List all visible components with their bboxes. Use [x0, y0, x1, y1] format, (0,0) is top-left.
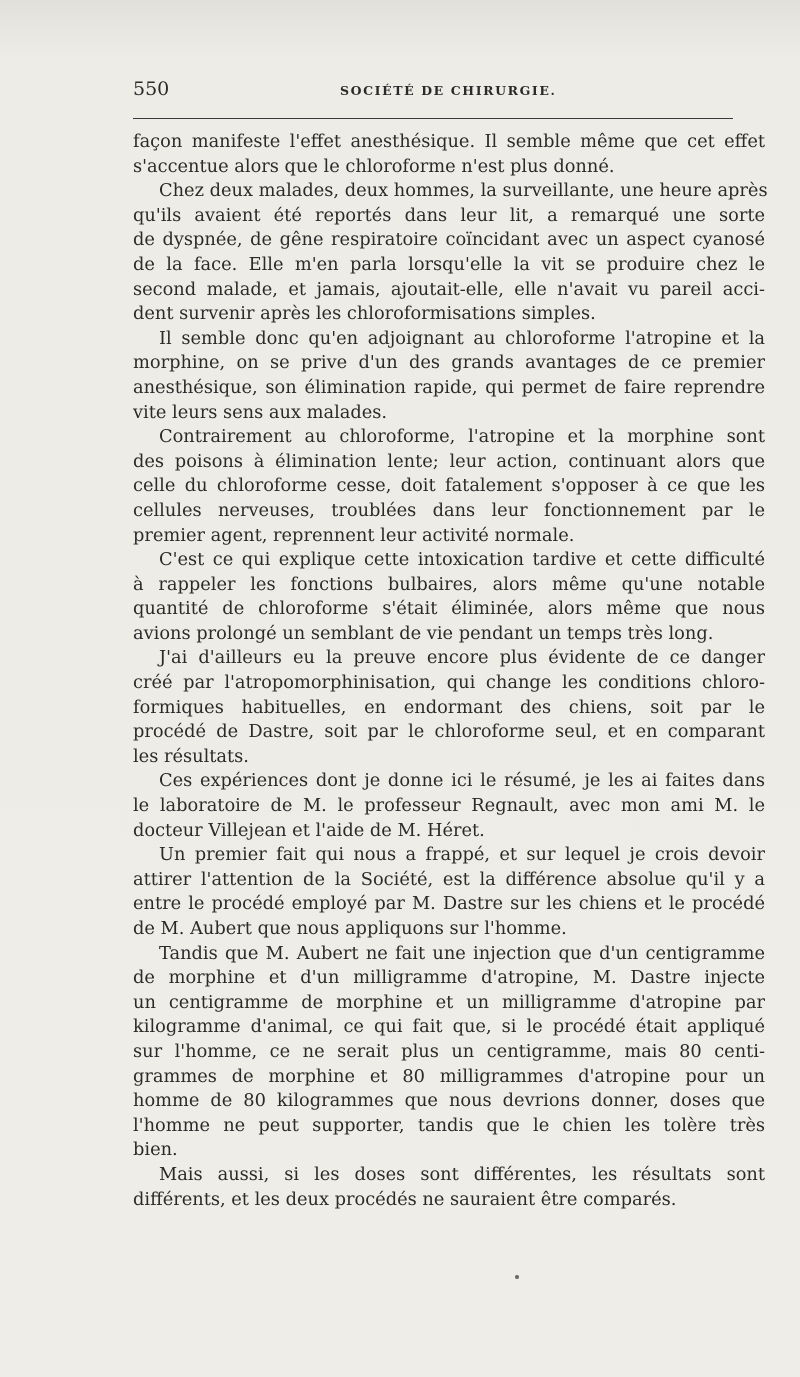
- text-line: dent survenir après les chloroformisations simples.: [133, 303, 596, 325]
- text-line: sur l'homme, ce ne serait plus un centigramme, mais 80 centi-: [133, 1040, 765, 1062]
- text-line: quantité de chloroforme s'était éliminée, alors même que nous: [133, 598, 765, 620]
- text-line: kilogramme d'animal, ce qui fait que, si le procédé était appliqué: [133, 1016, 765, 1038]
- header-rule: [133, 118, 733, 119]
- text-line: à rappeler les fonctions bulbaires, alors même qu'une notable: [133, 573, 765, 595]
- text-line: le laboratoire de M. le professeur Regnault, avec mon ami M. le: [133, 795, 765, 817]
- text-line: morphine, on se prive d'un des grands avantages de ce premier: [133, 352, 765, 374]
- text-line: formiques habituelles, en endormant des chiens, soit par le: [133, 696, 765, 718]
- text-line: s'accentue alors que le chloroforme n'est plus donné.: [133, 155, 615, 177]
- body-text: [133, 130, 768, 1212]
- text-line: Chez deux malades, deux hommes, la surveillante, une heure après: [159, 180, 768, 202]
- text-line: cellules nerveuses, troublées dans leur fonctionnement par le: [133, 499, 765, 521]
- text-line: Mais aussi, si les doses sont différentes, les résultats sont: [159, 1163, 765, 1185]
- text-line: premier agent, reprennent leur activité normale.: [133, 524, 575, 546]
- text-line: Tandis que M. Aubert ne fait une injection que d'un centigramme: [159, 942, 765, 964]
- text-line: Il semble donc qu'en adjoignant au chloroforme l'atropine et la: [159, 327, 765, 349]
- text-line: Ces expériences dont je donne ici le résumé, je les ai faites dans: [159, 770, 765, 792]
- text-line: vite leurs sens aux malades.: [133, 401, 388, 423]
- text-line: un centigramme de morphine et un milligramme d'atropine par: [133, 991, 765, 1013]
- text-line: second malade, et jamais, ajoutait-elle, elle n'avait vu pareil acci-: [133, 278, 765, 300]
- text-line: des poisons à élimination lente; leur action, continuant alors que: [133, 450, 765, 472]
- text-line: façon manifeste l'effet anesthésique. Il semble même que cet effet: [133, 131, 765, 152]
- text-line: entre le procédé employé par M. Dastre sur les chiens et le procédé: [133, 893, 765, 915]
- text-line: différents, et les deux procédés ne sauraient être comparés.: [133, 1188, 677, 1210]
- text-line: attirer l'attention de la Société, est la différence absolue qu'il y a: [133, 868, 765, 890]
- text-line: celle du chloroforme cesse, doit fatalement s'opposer à ce que les: [133, 475, 765, 497]
- text-line: avions prolongé un semblant de vie pendant un temps très long.: [133, 622, 714, 644]
- text-line: Contrairement au chloroforme, l'atropine et la morphine sont: [159, 426, 765, 448]
- text-line: anesthésique, son élimination rapide, qui permet de faire reprendre: [133, 376, 765, 398]
- text-line: créé par l'atropomorphinisation, qui change les conditions chloro-: [133, 672, 765, 694]
- ink-speck: [515, 1275, 519, 1279]
- text-line: l'homme ne peut supporter, tandis que le chien les tolère très: [133, 1114, 765, 1136]
- text-line: grammes de morphine et 80 milligrammes d'atropine pour un: [133, 1065, 765, 1087]
- text-line: bien.: [133, 1139, 178, 1161]
- text-line: C'est ce qui explique cette intoxication tardive et cette difficulté: [159, 549, 765, 571]
- text-line: de M. Aubert que nous appliquons sur l'homme.: [133, 918, 567, 939]
- text-line: J'ai d'ailleurs eu la preuve encore plus évidente de ce danger: [159, 647, 765, 669]
- text-line: les résultats.: [133, 745, 249, 767]
- text-line: de dyspnée, de gêne respiratoire coïncidant avec un aspect cyanosé: [133, 229, 765, 251]
- journal-title: SOCIÉTÉ DE CHIRURGIE.: [340, 83, 557, 98]
- text-line: procédé de Dastre, soit par le chloroforme seul, et en comparant: [133, 721, 765, 743]
- text-line: de la face. Elle m'en parla lorsqu'elle la vit se produire chez le: [133, 253, 765, 275]
- text-line: homme de 80 kilogrammes que nous devrions donner, doses que: [133, 1090, 765, 1112]
- text-line: de morphine et d'un milligramme d'atropine, M. Dastre injecte: [133, 967, 765, 989]
- page-number: 550: [133, 78, 170, 100]
- running-head: [133, 78, 733, 102]
- text-line: Un premier fait qui nous a frappé, et sur lequel je crois devoir: [159, 844, 765, 866]
- text-line: qu'ils avaient été reportés dans leur lit, a remarqué une sorte: [133, 204, 765, 226]
- text-line: docteur Villejean et l'aide de M. Héret.: [133, 819, 485, 841]
